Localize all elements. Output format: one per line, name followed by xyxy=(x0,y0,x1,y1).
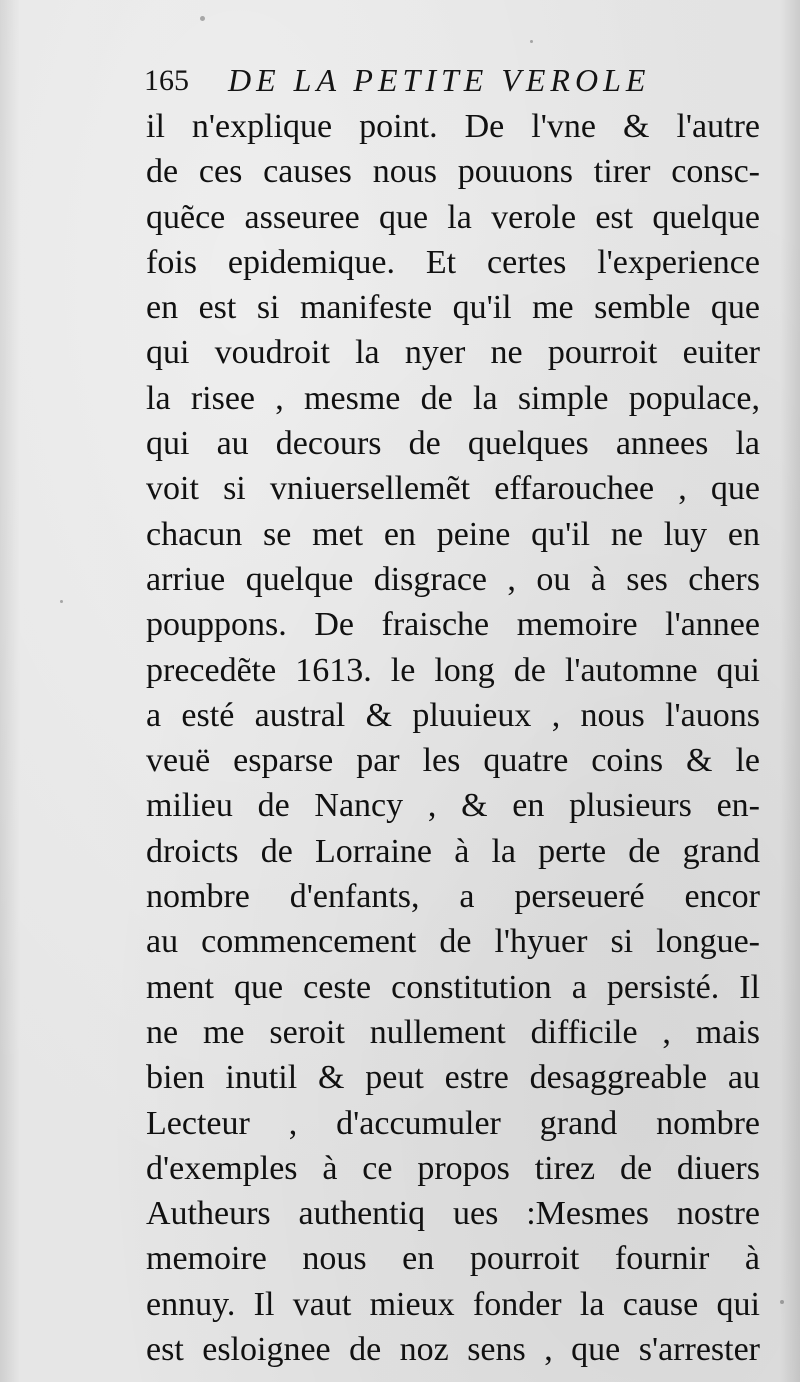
text-line: pouppons. De fraische memoire l'annee xyxy=(146,606,760,644)
text-line: en est si manifeste qu'il me semble que xyxy=(146,289,760,327)
text-line: veuë esparse par les quatre coins & le xyxy=(146,742,760,780)
running-title: DE LA PETITE VEROLE xyxy=(228,62,651,98)
text-line: arriue quelque disgrace , ou à ses chers xyxy=(146,560,760,598)
paper-speck xyxy=(60,600,63,603)
paper-speck xyxy=(530,40,533,43)
text-line: il n'explique point. De l'vne & l'autre xyxy=(146,108,760,145)
text-line: Autheurs authentiq ues :Mesmes nostre xyxy=(146,1195,760,1233)
text-line: d'exemples à ce propos tirez de diuers xyxy=(146,1149,760,1187)
text-line: au commencement de l'hyuer si longue- xyxy=(146,923,760,961)
text-line: Lecteur , d'accumuler grand nombre xyxy=(146,1104,760,1142)
text-line: quẽce asseuree que la verole est quelque xyxy=(146,198,760,236)
text-line: fois epidemique. Et certes l'experience xyxy=(146,243,760,281)
page-number: 165 xyxy=(144,64,189,97)
text-line: a esté austral & pluuieux , nous l'auons xyxy=(146,696,760,734)
text-line: memoire nous en pourroit fournir à xyxy=(146,1240,760,1278)
text-line: ne me seroit nullement difficile , mais xyxy=(146,1013,760,1051)
text-line: est esloignee de noz sens , que s'arrester xyxy=(146,1331,760,1369)
text-line: qui au decours de quelques annees la xyxy=(146,425,760,463)
text-line: qui voudroit la nyer ne pourroit euiter xyxy=(146,334,760,372)
text-line: nombre d'enfants, a perseueré encor xyxy=(146,878,760,916)
text-line: milieu de Nancy , & en plusieurs en- xyxy=(146,787,760,825)
text-line: ennuy. Il vaut mieux fonder la cause qui xyxy=(146,1285,760,1323)
text-line: ment que ceste constitution a persisté. Il xyxy=(146,968,760,1006)
paper-speck xyxy=(780,1300,784,1304)
text-line: de ces causes nous pouuons tirer consc- xyxy=(146,153,760,191)
text-line: la risee , mesme de la simple populace, xyxy=(146,379,760,417)
body-text xyxy=(146,104,760,1372)
text-line: bien inutil & peut estre desaggreable au xyxy=(146,1059,760,1097)
text-line: chacun se met en peine qu'il ne luy en xyxy=(146,515,760,553)
running-header xyxy=(144,60,764,106)
text-line: droicts de Lorraine à la perte de grand xyxy=(146,832,760,870)
text-line: voit si vniuersellemẽt effarouchee , que xyxy=(146,470,760,508)
text-line: precedẽte 1613. le long de l'automne qui xyxy=(146,651,760,689)
paper-speck xyxy=(200,16,205,21)
